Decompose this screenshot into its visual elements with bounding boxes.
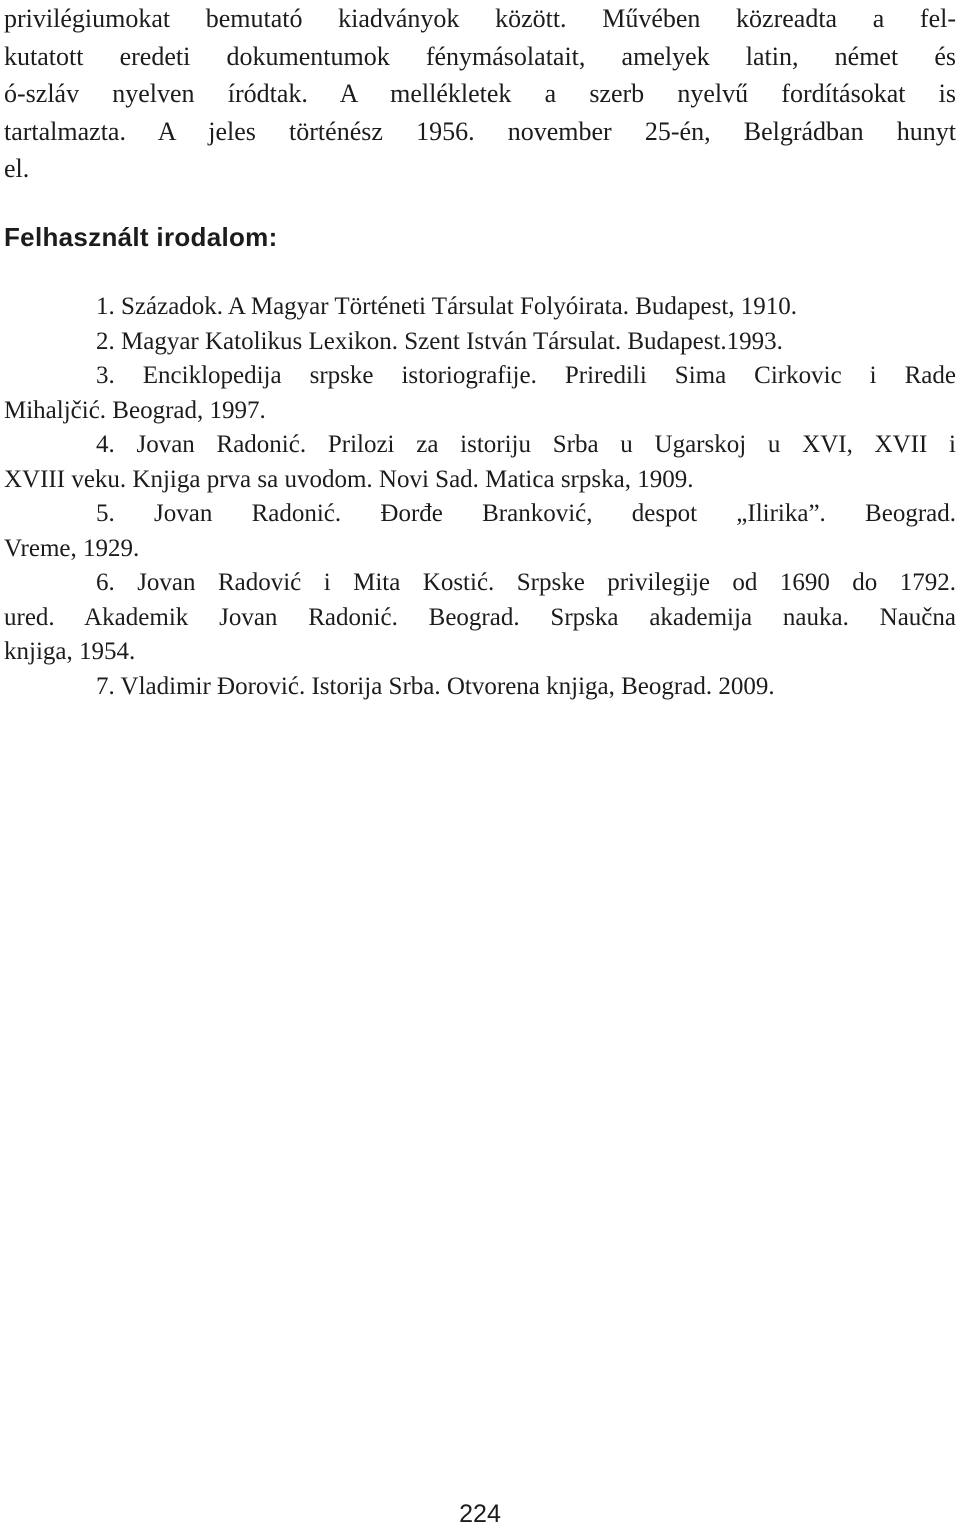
references-heading: Felhasznált irodalom:	[4, 222, 278, 252]
reference-item-3-cont: Mihaljčić. Beograd, 1997.	[4, 396, 266, 424]
reference-item-4: 4. Jovan Radonić. Prilozi za istoriju Srba u Ugarskoj u XVI, XVII i	[96, 431, 956, 458]
intro-line: privilégiumokat bemutató kiadványok között. Művében közreadta a fel-	[4, 4, 956, 33]
reference-item-6: 6. Jovan Radović i Mita Kostić. Srpske privilegije od 1690 do 1792.	[96, 569, 956, 596]
intro-line: ó-szláv nyelven íródtak. A mellékletek a szerb nyelvű fordításokat is	[4, 79, 956, 108]
reference-item-3: 3. Enciklopedija srpske istoriografije. Priredili Sima Cirkovic i Rade	[96, 362, 956, 389]
references-list	[4, 290, 956, 704]
intro-line: tartalmazta. A jeles történész 1956. november 25-én, Belgrádban hunyt	[4, 116, 956, 146]
reference-item-1: 1. Századok. A Magyar Történeti Társulat Folyóirata. Budapest, 1910.	[96, 293, 798, 320]
intro-paragraph	[4, 0, 956, 188]
reference-item-4-cont: XVIII veku. Knjiga prva sa uvodom. Novi Sad. Matica srpska, 1909.	[4, 465, 694, 493]
reference-item-7: 7. Vladimir Đorović. Istorija Srba. Otvorena knjiga, Beograd. 2009.	[96, 672, 775, 700]
reference-item-5-cont: Vreme, 1929.	[4, 534, 140, 562]
reference-item-2: 2. Magyar Katolikus Lexikon. Szent István Társulat. Budapest.1993.	[96, 327, 783, 355]
page-number: 224	[459, 1500, 501, 1528]
intro-line: kutatott eredeti dokumentumok fénymásolatait, amelyek latin, német és	[4, 41, 956, 71]
reference-item-6-cont: knjiga, 1954.	[4, 638, 136, 665]
reference-item-6-cont: ured. Akademik Jovan Radonić. Beograd. Srpska akademija nauka. Naučna	[4, 603, 956, 631]
reference-item-5: 5. Jovan Radonić. Đorđe Branković, despot „Ilirika”. Beograd.	[96, 500, 956, 527]
intro-line: el.	[4, 154, 30, 183]
document-page	[4, 0, 956, 700]
